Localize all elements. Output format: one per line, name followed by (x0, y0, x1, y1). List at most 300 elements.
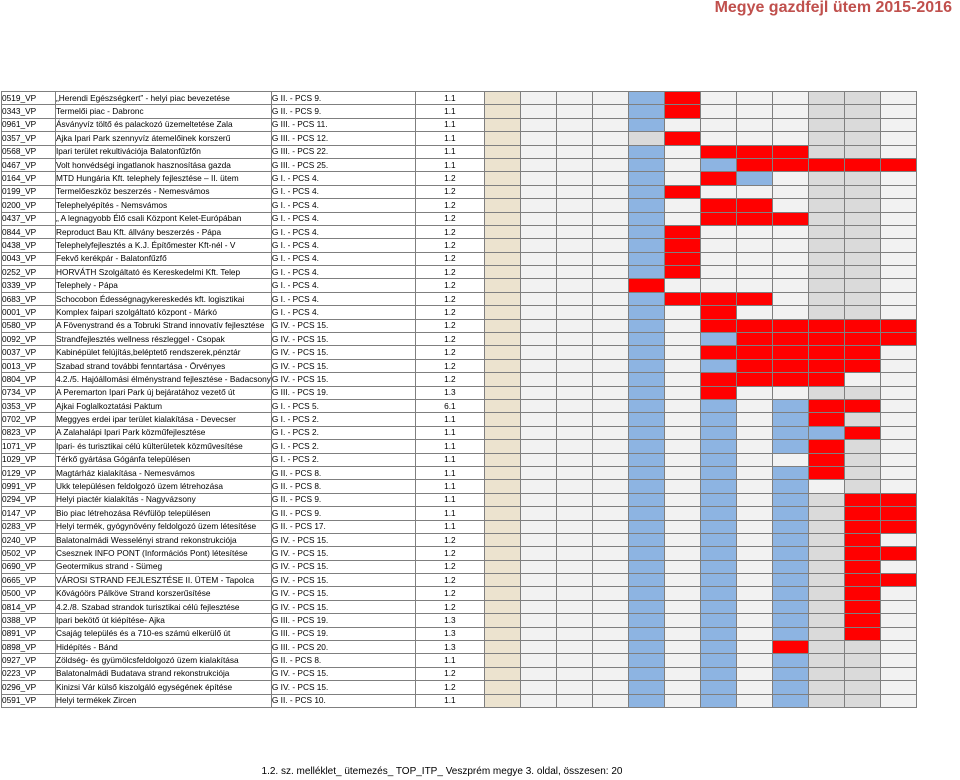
schedule-cell (844, 440, 880, 453)
schedule-cell (592, 199, 628, 212)
schedule-cell (844, 493, 880, 506)
measure-cell: G IV. - PCS 15. (271, 373, 415, 386)
measure-cell: G III. - PCS 19. (271, 386, 415, 399)
table-row (2, 426, 917, 439)
project-id-cell: 0240_VP (2, 533, 56, 546)
schedule-cell (808, 319, 844, 332)
schedule-cell (556, 105, 592, 118)
schedule-cell (484, 359, 520, 372)
schedule-cell (880, 614, 916, 627)
schedule-cell (772, 292, 808, 305)
schedule-cell (664, 373, 700, 386)
table-row (2, 587, 917, 600)
schedule-cell (700, 560, 736, 573)
schedule-cell (808, 426, 844, 439)
schedule-cell (880, 533, 916, 546)
schedule-cell (772, 279, 808, 292)
schedule-cell (808, 386, 844, 399)
table-row (2, 654, 917, 667)
schedule-cell (556, 145, 592, 158)
project-name-cell: Helyi piactér kialakítás - Nagyvázsony (56, 493, 272, 506)
schedule-cell (592, 493, 628, 506)
project-id-cell: 0690_VP (2, 560, 56, 573)
table-row (2, 132, 917, 145)
schedule-cell (484, 600, 520, 613)
code-cell: 1.2 (415, 239, 484, 252)
schedule-cell (700, 199, 736, 212)
schedule-cell (520, 453, 556, 466)
schedule-cell (700, 681, 736, 694)
schedule-cell (664, 212, 700, 225)
schedule-cell (808, 279, 844, 292)
schedule-cell (664, 641, 700, 654)
code-cell: 1.3 (415, 641, 484, 654)
schedule-cell (484, 118, 520, 131)
schedule-cell (484, 399, 520, 412)
schedule-cell (772, 172, 808, 185)
schedule-cell (772, 453, 808, 466)
schedule-cell (772, 399, 808, 412)
schedule-cell (700, 266, 736, 279)
schedule-cell (700, 346, 736, 359)
schedule-cell (556, 386, 592, 399)
schedule-cell (808, 373, 844, 386)
measure-cell: G IV. - PCS 15. (271, 547, 415, 560)
schedule-cell (880, 681, 916, 694)
schedule-cell (628, 493, 664, 506)
schedule-cell (736, 132, 772, 145)
schedule-cell (556, 493, 592, 506)
schedule-cell (592, 600, 628, 613)
table-row (2, 386, 917, 399)
project-name-cell: Termelőeszköz beszerzés - Nemesvámos (56, 185, 272, 198)
measure-cell: G IV. - PCS 15. (271, 533, 415, 546)
schedule-cell (484, 440, 520, 453)
schedule-cell (700, 694, 736, 707)
project-id-cell: 0898_VP (2, 641, 56, 654)
schedule-cell (592, 279, 628, 292)
schedule-cell (484, 199, 520, 212)
code-cell: 1.2 (415, 359, 484, 372)
measure-cell: G III. - PCS 19. (271, 614, 415, 627)
measure-cell: G II. - PCS 17. (271, 520, 415, 533)
schedule-cell (808, 92, 844, 105)
code-cell: 1.3 (415, 386, 484, 399)
schedule-cell (664, 292, 700, 305)
project-name-cell: Bio piac létrehozása Révfülöp településen (56, 507, 272, 520)
schedule-cell (484, 172, 520, 185)
schedule-cell (844, 413, 880, 426)
schedule-cell (880, 453, 916, 466)
schedule-cell (772, 507, 808, 520)
schedule-cell (844, 292, 880, 305)
schedule-cell (880, 266, 916, 279)
schedule-cell (844, 399, 880, 412)
schedule-cell (484, 453, 520, 466)
schedule-cell (664, 346, 700, 359)
schedule-cell (808, 172, 844, 185)
schedule-cell (808, 574, 844, 587)
measure-cell: G I. - PCS 2. (271, 440, 415, 453)
schedule-cell (700, 373, 736, 386)
project-name-cell: Ajka Ipari Park szennyvíz átemelőinek korszerű (56, 132, 272, 145)
schedule-cell (736, 587, 772, 600)
project-name-cell: Csajág település és a 710-es számú elkerülő út (56, 627, 272, 640)
schedule-cell (628, 225, 664, 238)
schedule-cell (556, 480, 592, 493)
schedule-cell (664, 145, 700, 158)
schedule-cell (700, 252, 736, 265)
schedule-cell (808, 453, 844, 466)
schedule-cell (484, 386, 520, 399)
schedule-cell (628, 239, 664, 252)
schedule-cell (700, 118, 736, 131)
schedule-cell (844, 252, 880, 265)
schedule-cell (592, 359, 628, 372)
schedule-cell (808, 533, 844, 546)
schedule-cell (736, 225, 772, 238)
measure-cell: G I. - PCS 4. (271, 306, 415, 319)
schedule-cell (556, 560, 592, 573)
table-row (2, 694, 917, 707)
schedule-cell (484, 333, 520, 346)
schedule-cell (628, 560, 664, 573)
measure-cell: G I. - PCS 4. (271, 212, 415, 225)
schedule-cell (664, 306, 700, 319)
schedule-cell (664, 440, 700, 453)
code-cell: 1.2 (415, 172, 484, 185)
project-id-cell: 0734_VP (2, 386, 56, 399)
schedule-cell (700, 212, 736, 225)
schedule-cell (520, 480, 556, 493)
schedule-cell (844, 547, 880, 560)
schedule-cell (520, 507, 556, 520)
schedule-cell (592, 92, 628, 105)
project-name-cell: Ipari bekötő út kiépítése- Ajka (56, 614, 272, 627)
project-name-cell: Meggyes erdei ipar terület kialakítása - Devecser (56, 413, 272, 426)
project-name-cell: Kővágóörs Pálköve Strand korszerűsítése (56, 587, 272, 600)
schedule-cell (520, 118, 556, 131)
schedule-cell (664, 279, 700, 292)
schedule-cell (700, 493, 736, 506)
schedule-cell (664, 600, 700, 613)
code-cell: 1.2 (415, 199, 484, 212)
schedule-cell (808, 359, 844, 372)
schedule-cell (808, 493, 844, 506)
schedule-cell (664, 172, 700, 185)
schedule-cell (844, 587, 880, 600)
schedule-cell (880, 118, 916, 131)
schedule-cell (484, 413, 520, 426)
schedule-cell (592, 627, 628, 640)
measure-cell: G III. - PCS 19. (271, 627, 415, 640)
project-name-cell: 4.2./8. Szabad strandok turisztikai célú fejlesztése (56, 600, 272, 613)
schedule-cell (700, 426, 736, 439)
schedule-cell (736, 614, 772, 627)
schedule-cell (664, 225, 700, 238)
table-row (2, 319, 917, 332)
project-name-cell: Volt honvédségi ingatlanok hasznosítása gazda (56, 158, 272, 171)
schedule-cell (664, 105, 700, 118)
schedule-cell (484, 694, 520, 707)
schedule-cell (736, 118, 772, 131)
schedule-cell (808, 480, 844, 493)
schedule-cell (520, 172, 556, 185)
schedule-cell (484, 105, 520, 118)
schedule-cell (556, 533, 592, 546)
schedule-cell (556, 627, 592, 640)
schedule-cell (664, 319, 700, 332)
schedule-cell (844, 667, 880, 680)
measure-cell: G IV. - PCS 15. (271, 359, 415, 372)
schedule-cell (880, 507, 916, 520)
schedule-cell (628, 627, 664, 640)
schedule-cell (520, 292, 556, 305)
schedule-cell (880, 252, 916, 265)
schedule-cell (844, 212, 880, 225)
measure-cell: G II. - PCS 9. (271, 92, 415, 105)
schedule-cell (880, 399, 916, 412)
schedule-cell (556, 654, 592, 667)
schedule-cell (880, 560, 916, 573)
project-id-cell: 0814_VP (2, 600, 56, 613)
project-id-cell: 0580_VP (2, 319, 56, 332)
schedule-cell (700, 641, 736, 654)
schedule-cell (628, 319, 664, 332)
schedule-cell (592, 252, 628, 265)
project-id-cell: 1071_VP (2, 440, 56, 453)
schedule-cell (664, 359, 700, 372)
code-cell: 1.2 (415, 667, 484, 680)
schedule-cell (772, 480, 808, 493)
schedule-cell (700, 627, 736, 640)
code-cell: 1.1 (415, 413, 484, 426)
schedule-cell (484, 681, 520, 694)
schedule-cell (664, 185, 700, 198)
project-name-cell: Telephelyépítés - Nemsvámos (56, 199, 272, 212)
project-id-cell: 0283_VP (2, 520, 56, 533)
schedule-cell (484, 212, 520, 225)
schedule-cell (772, 373, 808, 386)
project-id-cell: 0823_VP (2, 426, 56, 439)
schedule-cell (628, 346, 664, 359)
schedule-cell (700, 145, 736, 158)
schedule-cell (556, 319, 592, 332)
schedule-cell (556, 92, 592, 105)
schedule-cell (592, 667, 628, 680)
schedule-cell (592, 614, 628, 627)
schedule-cell (628, 185, 664, 198)
schedule-cell (592, 533, 628, 546)
project-name-cell: Helyi termék, gyógynövény feldolgozó üzem létesítése (56, 520, 272, 533)
schedule-cell (808, 292, 844, 305)
schedule-cell (736, 426, 772, 439)
schedule-cell (700, 225, 736, 238)
schedule-cell (736, 560, 772, 573)
schedule-cell (880, 667, 916, 680)
schedule-cell (844, 185, 880, 198)
schedule-cell (520, 306, 556, 319)
schedule-cell (772, 145, 808, 158)
schedule-cell (628, 547, 664, 560)
code-cell: 1.1 (415, 132, 484, 145)
schedule-cell (700, 132, 736, 145)
schedule-cell (628, 574, 664, 587)
measure-cell: G IV. - PCS 15. (271, 333, 415, 346)
schedule-cell (520, 560, 556, 573)
project-id-cell: 0519_VP (2, 92, 56, 105)
project-name-cell: Ásványvíz töltő és palackozó üzemeltetése Zala (56, 118, 272, 131)
schedule-cell (736, 533, 772, 546)
schedule-cell (520, 319, 556, 332)
schedule-cell (628, 279, 664, 292)
measure-cell: G IV. - PCS 15. (271, 681, 415, 694)
schedule-cell (520, 225, 556, 238)
schedule-cell (844, 466, 880, 479)
schedule-cell (736, 627, 772, 640)
schedule-cell (772, 587, 808, 600)
schedule-cell (628, 440, 664, 453)
schedule-cell (520, 252, 556, 265)
table-row (2, 440, 917, 453)
schedule-cell (772, 132, 808, 145)
schedule-cell (592, 212, 628, 225)
schedule-cell (700, 306, 736, 319)
schedule-cell (556, 199, 592, 212)
page-footer (0, 766, 960, 777)
schedule-cell (808, 507, 844, 520)
project-name-cell: Hidépítés - Bánd (56, 641, 272, 654)
schedule-cell (844, 105, 880, 118)
code-cell: 1.1 (415, 507, 484, 520)
table-row (2, 466, 917, 479)
code-cell: 1.3 (415, 614, 484, 627)
schedule-cell (700, 279, 736, 292)
schedule-cell (520, 681, 556, 694)
schedule-cell (592, 413, 628, 426)
schedule-cell (844, 574, 880, 587)
schedule-cell (628, 681, 664, 694)
measure-cell: G III. - PCS 11. (271, 118, 415, 131)
schedule-cell (664, 667, 700, 680)
table-row (2, 252, 917, 265)
table-row (2, 158, 917, 171)
schedule-cell (700, 105, 736, 118)
schedule-cell (484, 480, 520, 493)
schedule-cell (556, 279, 592, 292)
schedule-cell (592, 386, 628, 399)
schedule-cell (736, 333, 772, 346)
schedule-cell (592, 694, 628, 707)
table-row (2, 627, 917, 640)
schedule-cell (664, 627, 700, 640)
project-name-cell: Telephely - Pápa (56, 279, 272, 292)
project-id-cell: 0147_VP (2, 507, 56, 520)
schedule-cell (808, 239, 844, 252)
schedule-cell (808, 440, 844, 453)
project-id-cell: 0804_VP (2, 373, 56, 386)
schedule-cell (520, 440, 556, 453)
schedule-cell (556, 185, 592, 198)
measure-cell: G I. - PCS 4. (271, 199, 415, 212)
schedule-cell (628, 654, 664, 667)
schedule-cell (484, 574, 520, 587)
schedule-cell (628, 466, 664, 479)
table-row (2, 92, 917, 105)
schedule-cell (592, 560, 628, 573)
schedule-cell (700, 292, 736, 305)
schedule-cell (664, 453, 700, 466)
table-row (2, 199, 917, 212)
measure-cell: G II. - PCS 8. (271, 654, 415, 667)
code-cell: 1.2 (415, 681, 484, 694)
schedule-cell (772, 667, 808, 680)
page-title: Megye gazdfejl ütem 2015-2016 (714, 0, 952, 16)
schedule-cell (556, 641, 592, 654)
schedule-cell (520, 279, 556, 292)
schedule-cell (700, 413, 736, 426)
schedule-cell (772, 426, 808, 439)
schedule-cell (592, 574, 628, 587)
measure-cell: G III. - PCS 20. (271, 641, 415, 654)
schedule-cell (664, 199, 700, 212)
measure-cell: G III. - PCS 12. (271, 132, 415, 145)
schedule-cell (520, 533, 556, 546)
schedule-cell (880, 105, 916, 118)
schedule-cell (592, 547, 628, 560)
schedule-cell (736, 145, 772, 158)
schedule-cell (736, 373, 772, 386)
schedule-cell (844, 118, 880, 131)
project-name-cell: Telephelyfejlesztés a K.J. Építőmester Kft-nél - V (56, 239, 272, 252)
schedule-cell (592, 654, 628, 667)
schedule-cell (880, 359, 916, 372)
table-row (2, 614, 917, 627)
schedule-cell (592, 172, 628, 185)
schedule-cell (592, 520, 628, 533)
schedule-cell (772, 105, 808, 118)
measure-cell: G I. - PCS 4. (271, 266, 415, 279)
schedule-cell (700, 172, 736, 185)
schedule-cell (556, 694, 592, 707)
schedule-cell (844, 319, 880, 332)
code-cell: 1.2 (415, 574, 484, 587)
schedule-cell (736, 453, 772, 466)
schedule-cell (556, 600, 592, 613)
schedule-cell (628, 667, 664, 680)
schedule-cell (844, 641, 880, 654)
schedule-cell (808, 600, 844, 613)
schedule-cell (556, 520, 592, 533)
schedule-cell (736, 252, 772, 265)
schedule-cell (556, 212, 592, 225)
project-id-cell: 0665_VP (2, 574, 56, 587)
schedule-cell (880, 346, 916, 359)
schedule-cell (736, 105, 772, 118)
project-id-cell: 0844_VP (2, 225, 56, 238)
schedule-cell (844, 507, 880, 520)
schedule-cell (664, 493, 700, 506)
schedule-cell (628, 641, 664, 654)
schedule-cell (592, 292, 628, 305)
schedule-cell (808, 132, 844, 145)
project-id-cell: 0223_VP (2, 667, 56, 680)
measure-cell: G IV. - PCS 15. (271, 319, 415, 332)
code-cell: 1.2 (415, 346, 484, 359)
project-id-cell: 0164_VP (2, 172, 56, 185)
schedule-cell (736, 641, 772, 654)
measure-cell: G III. - PCS 25. (271, 158, 415, 171)
